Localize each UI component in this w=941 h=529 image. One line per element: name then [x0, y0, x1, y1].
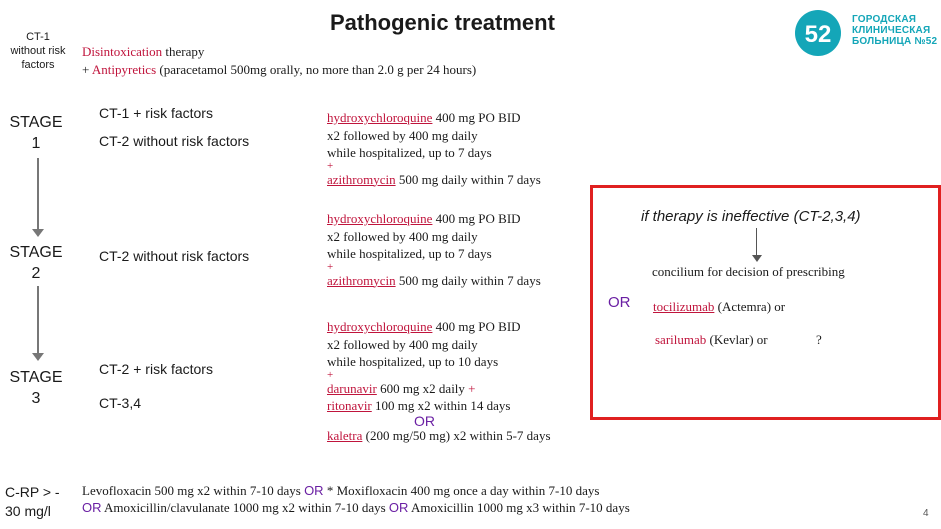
base-therapy-line-2 — [82, 61, 476, 79]
page-title: Pathogenic treatment — [330, 10, 555, 35]
logo-mark-text: 52 — [804, 21, 832, 48]
stage-2-label — [5, 242, 67, 284]
tocilizumab-text: tocilizumab — [653, 299, 715, 314]
actemra-text: (Actemra) or — [714, 299, 786, 314]
hospital-logo-text — [852, 14, 937, 47]
base-therapy-line-1 — [82, 43, 476, 61]
azithromycin-text: azithromycin — [327, 171, 396, 187]
crp-line-2: 30 mg/l — [5, 503, 51, 519]
stage-2-plus: + — [327, 260, 334, 273]
ritonavir-dose: 100 mg x2 within 14 days — [371, 398, 511, 413]
ct1-label-line-3: factors — [21, 59, 55, 71]
stage-2-regimen — [327, 210, 541, 289]
base-therapy — [82, 43, 476, 79]
stage-3-regimen — [327, 318, 551, 444]
stage-2-to-3-arrow-icon — [32, 353, 44, 361]
stage-1-regimen-line-5 — [327, 171, 541, 189]
stage-1-ct-a: CT-1 + risk factors — [99, 105, 213, 121]
concilium-arrow-icon — [752, 255, 762, 262]
stage-1-word: STAGE — [9, 114, 63, 131]
stage-3-dose-3: while hospitalized, up to 10 days — [327, 354, 499, 369]
box-or: OR — [608, 294, 631, 311]
kaletra-dose: (200 mg/50 mg) x2 within 5-7 days — [362, 427, 551, 443]
crp-label — [5, 483, 85, 521]
hydroxychloroquine-text: hydroxychloroquine — [327, 319, 433, 334]
hydroxychloroquine-text: hydroxychloroquine — [327, 110, 433, 125]
darunavir-text: darunavir — [327, 380, 377, 396]
stage-3-word: STAGE — [9, 369, 63, 386]
antibiotics-or-1: OR — [304, 483, 324, 498]
stage-3-regimen-line-5 — [327, 380, 551, 398]
disintoxication-text: Disintoxication — [82, 44, 163, 59]
darunavir-dose: 600 mg x2 daily — [376, 380, 469, 396]
antibiotics-line-2 — [82, 500, 630, 516]
stage-1-dose-3: while hospitalized, up to 7 days — [327, 145, 492, 160]
stage-3-regimen-line-8 — [327, 427, 551, 445]
page-number: 4 — [923, 508, 929, 519]
stage-1-ct-b: CT-2 without risk factors — [99, 133, 250, 149]
amoxicillin-text: Amoxicillin 1000 mg x3 within 7-10 days — [408, 500, 630, 515]
ct1-label-line-1: CT-1 — [26, 31, 50, 43]
stage-3-plus-2: + — [468, 380, 476, 396]
stage-3-or: OR — [414, 412, 435, 429]
sarilumab-line — [655, 332, 768, 348]
stage-1-number: 1 — [31, 135, 41, 152]
stage-2-dose-2: x2 followed by 400 mg daily — [327, 228, 478, 244]
stage-3-dose-2: x2 followed by 400 mg daily — [327, 336, 478, 352]
stage-3-ct-b: CT-3,4 — [99, 395, 142, 411]
stage-2-regimen-line-5 — [327, 272, 541, 290]
stage-2-word: STAGE — [9, 244, 63, 261]
ineffective-therapy-title: if therapy is ineffective (CT-2,3,4) — [641, 208, 861, 225]
hospital-logo-icon — [793, 9, 843, 57]
ct1-label-line-2: without risk — [10, 45, 66, 57]
stage-2-ct: CT-2 without risk factors — [99, 248, 250, 264]
hydroxychloroquine-text: hydroxychloroquine — [327, 211, 433, 226]
moxifloxacin-text: * Moxifloxacin 400 mg once a day within 7-10 days — [323, 483, 600, 498]
stage-2-dose-1: 400 mg PO BID — [432, 211, 521, 226]
stage-2-azi-dose: 500 mg daily within 7 days — [395, 272, 541, 288]
antibiotics-or-3: OR — [388, 500, 409, 515]
plus-text: + — [82, 62, 92, 77]
ritonavir-text: ritonavir — [327, 398, 372, 413]
amoxiclav-text: Amoxicillin/clavulanate 1000 mg x2 within 7-10 days — [101, 500, 389, 515]
tocilizumab-line — [653, 299, 785, 315]
stage-1-regimen-line-1 — [327, 109, 541, 127]
stage-2-to-3-arrow-line — [37, 286, 39, 354]
antibiotics-line-1 — [82, 483, 599, 499]
paracetamol-text: (paracetamol 500mg orally, no more than 2.0 g per 24 hours) — [156, 62, 477, 77]
stage-3-regimen-line-1 — [327, 318, 551, 336]
stage-3-label — [5, 367, 67, 409]
stage-1-to-2-arrow-line — [37, 158, 39, 230]
stage-3-dose-1: 400 mg PO BID — [432, 319, 521, 334]
crp-line-1: C-RP > - — [5, 484, 60, 500]
stage-1-to-2-arrow-icon — [32, 229, 44, 237]
logo-line-3: БОЛЬНИЦА №52 — [852, 36, 938, 47]
kevlar-text: (Kevlar) or — [706, 332, 768, 347]
stage-3-plus: + — [327, 368, 334, 381]
stage-1-azi-dose: 500 mg daily within 7 days — [395, 171, 541, 187]
stage-2-regimen-line-1 — [327, 210, 541, 228]
kaletra-text: kaletra — [327, 427, 363, 443]
stage-2-dose-3: while hospitalized, up to 7 days — [327, 246, 492, 261]
stage-3-regimen-line-6 — [327, 397, 551, 415]
stage-3-ct-a: CT-2 + risk factors — [99, 361, 213, 377]
logo-line-1: ГОРОДСКАЯ — [852, 14, 917, 25]
therapy-text: therapy — [162, 44, 205, 59]
stage-1-regimen — [327, 109, 541, 188]
stage-1-plus: + — [327, 159, 334, 172]
stage-2-number: 2 — [31, 265, 41, 282]
stage-1-dose-1: 400 mg PO BID — [432, 110, 521, 125]
stage-1-label — [5, 112, 67, 154]
antipyretics-text: Antipyretics — [91, 62, 157, 77]
ct1-label — [4, 30, 72, 72]
concilium-text: concilium for decision of prescribing — [652, 264, 845, 279]
sarilumab-text: sarilumab — [655, 332, 707, 347]
concilium-arrow-line — [756, 228, 757, 257]
antibiotics-or-2: OR — [82, 500, 102, 515]
azithromycin-text: azithromycin — [327, 272, 396, 288]
question-mark: ? — [816, 332, 822, 347]
logo-line-2: КЛИНИЧЕСКАЯ — [852, 25, 931, 36]
stage-1-dose-2: x2 followed by 400 mg daily — [327, 127, 478, 143]
levofloxacin-text: Levofloxacin 500 mg x2 within 7-10 days — [82, 483, 305, 498]
stage-3-number: 3 — [31, 390, 41, 407]
